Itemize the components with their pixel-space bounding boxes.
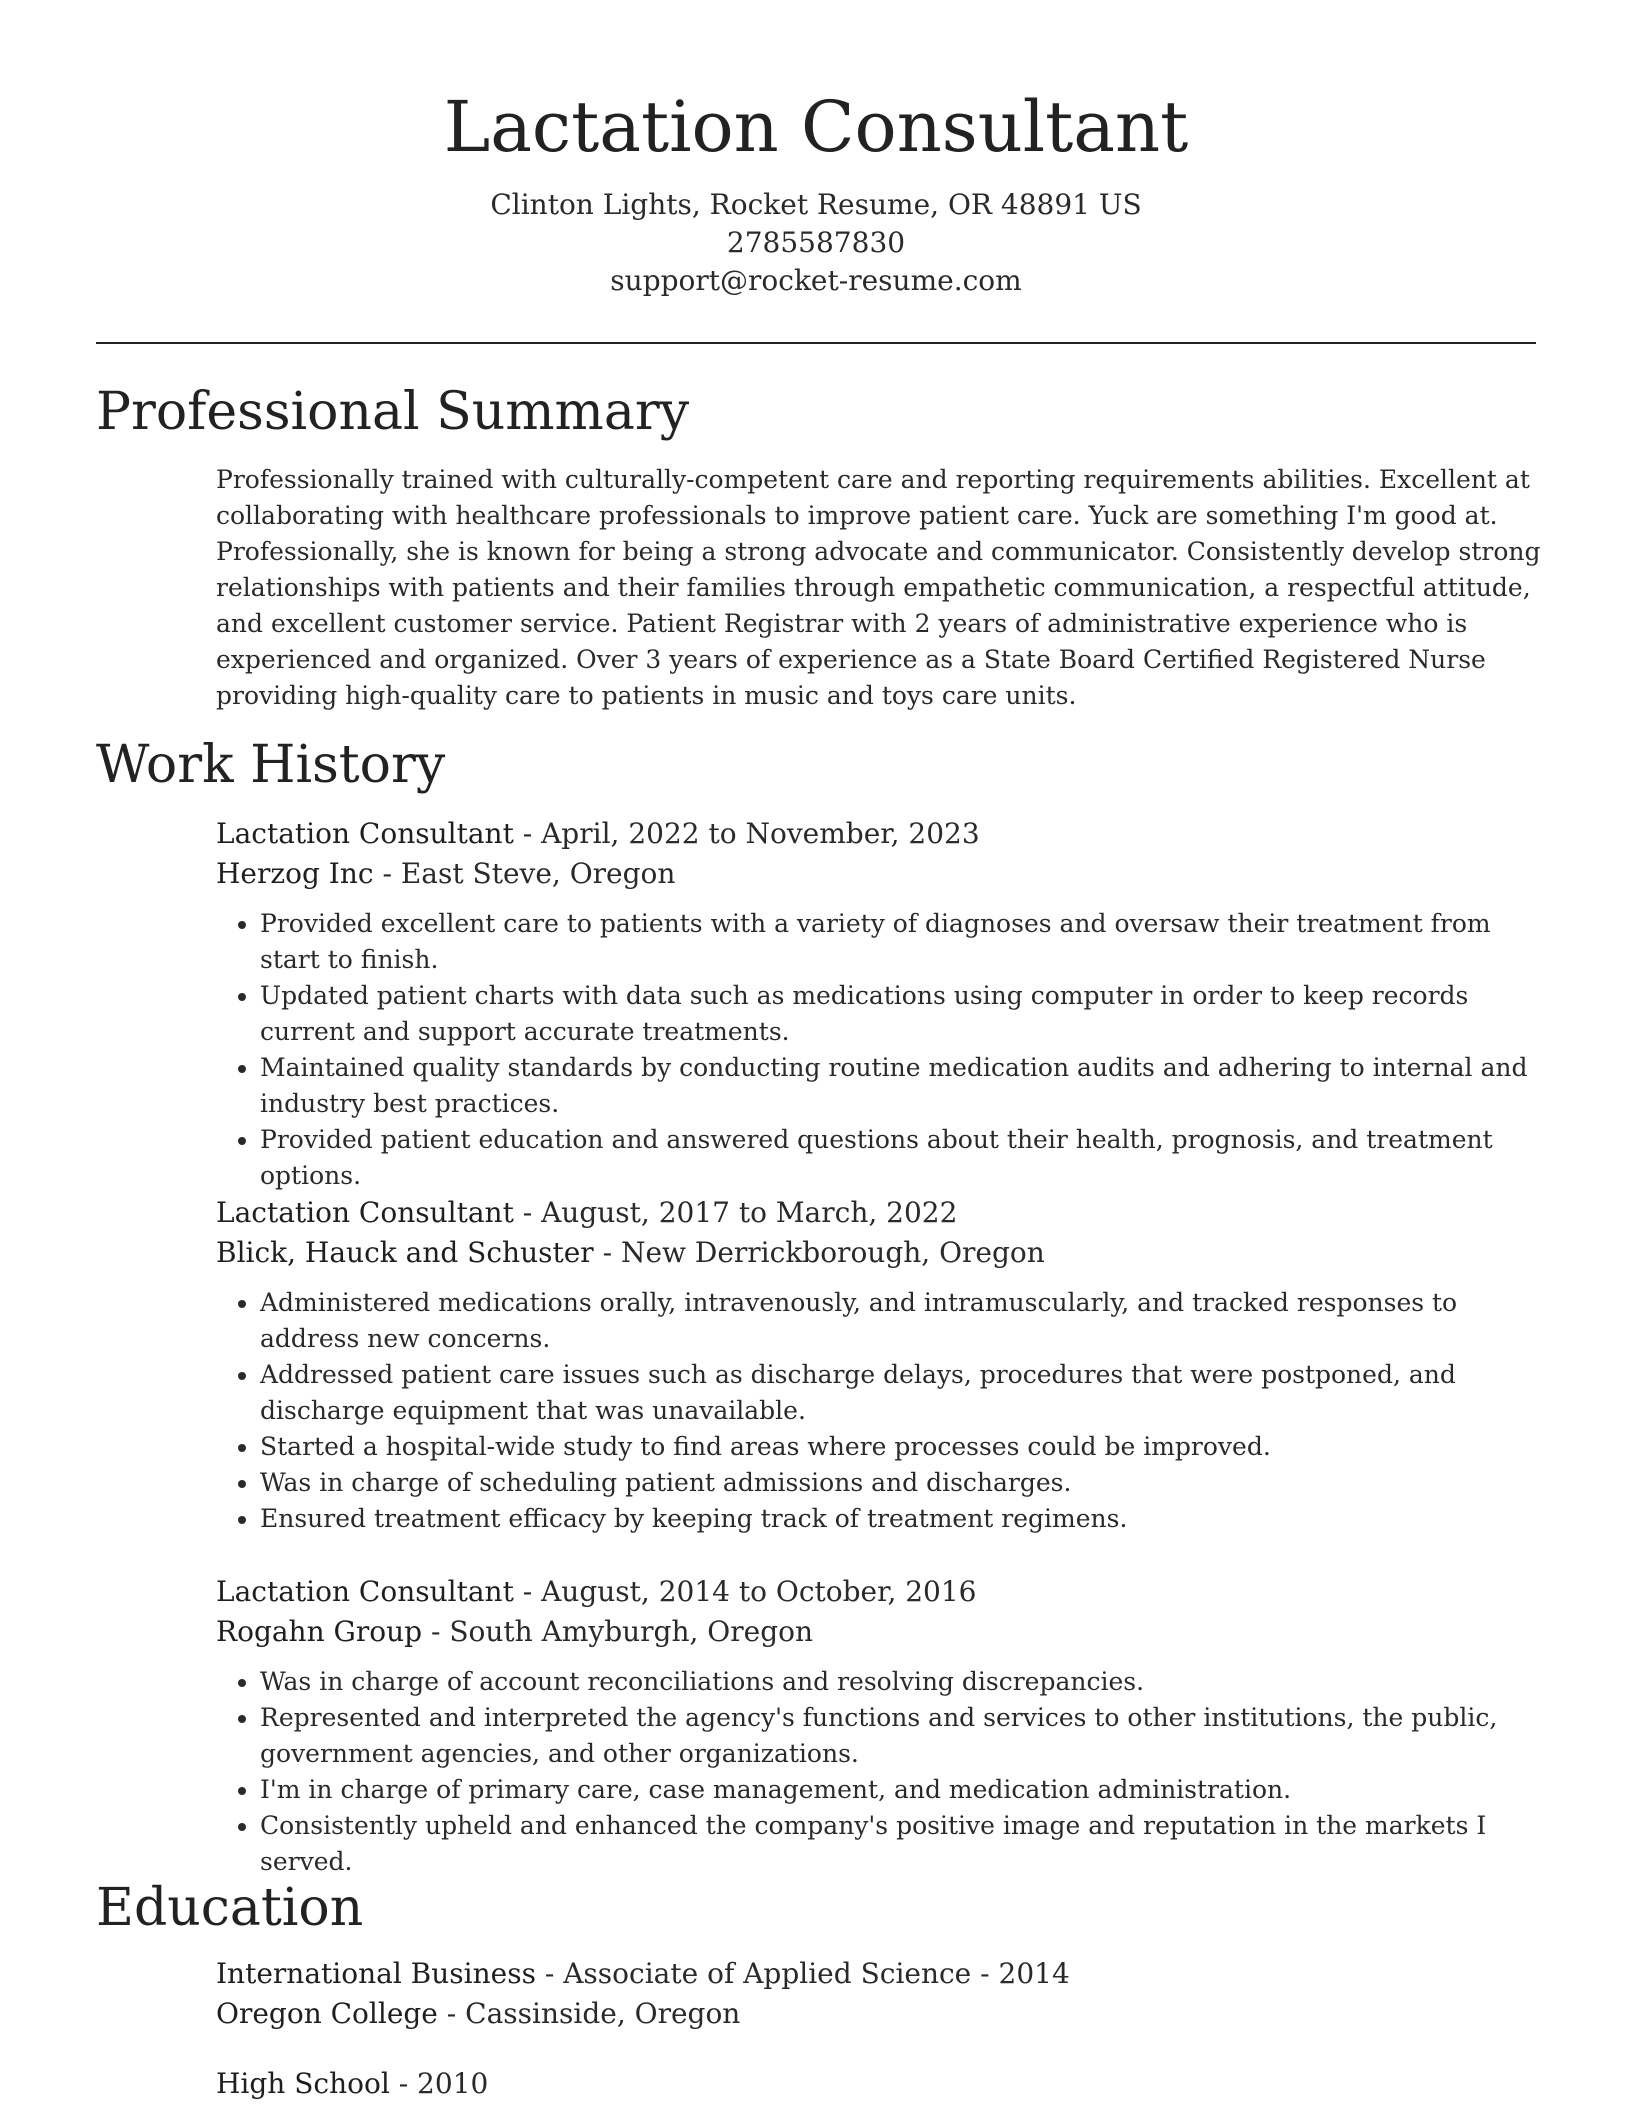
list-item: • Was in charge of scheduling patient admissions and discharges. [260,1465,1546,1501]
job-entry [216,814,1546,1194]
job-dates: - August, 2014 to October, 2016 [513,1575,977,1608]
education-school-line [216,1994,1546,2034]
list-item: • Maintained quality standards by conducting routine medication audits and adhering to internal and industry best practices. [260,1050,1546,1122]
job-role: Lactation Consultant [216,1196,514,1229]
job-location: - South Amyburgh, Oregon [422,1615,814,1648]
job-company: Herzog Inc [216,857,374,890]
job-role: Lactation Consultant [216,817,514,850]
contact-info [0,186,1632,300]
list-item: • I'm in charge of primary care, case management, and medication administration. [260,1772,1546,1808]
job-bullet-list [216,1285,1546,1537]
list-item: • Represented and interpreted the agency's functions and services to other institutions, the public, government agencies, and other organizations. [260,1700,1546,1772]
job-bullet-list [216,1664,1546,1880]
job-bullet-list [216,906,1546,1194]
list-item: • Provided patient education and answered questions about their health, prognosis, and treatment options. [260,1122,1546,1194]
list-item: • Consistently upheld and enhanced the company's positive image and reputation in the markets I served. [260,1808,1546,1880]
education-location: - Cassinside, Oregon [437,1997,741,2030]
education-degree-year: - Associate of Applied Science - 2014 [535,1957,1070,1990]
education-program-line [216,1954,1546,1994]
job-title-line [216,814,1546,854]
address-text: Clinton Lights, Rocket Resume, OR 48891 US [490,188,1142,221]
list-item: • Was in charge of account reconciliations and resolving discrepancies. [260,1664,1546,1700]
summary-text: Professionally trained with culturally-competent care and reporting requirements abilities. Excellent at collaborating with healthcare professionals to improve patient care. Yuck are something I'm good at. Professionally, she is known for being a strong advocate and communicator. Consistently develop strong relationships with patients and their families through empathetic communication, a respectful attitude, and excellent customer service. Patient Registrar with 2 years of administrative experience who is experienced and organized. Over 3 years of experience as a State Board Certified Registered Nurse providing high-quality care to patients in music and toys care units. [216,465,1541,710]
list-item: • Updated patient charts with data such as medications using computer in order to keep records current and support accurate treatments. [260,978,1546,1050]
job-entry [216,1193,1546,1537]
job-entry [216,1572,1546,1880]
job-company: Blick, Hauck and Schuster [216,1236,594,1269]
education-entry [216,1954,1546,2034]
list-item: • Started a hospital-wide study to find areas where processes could be improved. [260,1429,1546,1465]
list-item: • Ensured treatment efficacy by keeping track of treatment regimens. [260,1501,1546,1537]
job-dates: - April, 2022 to November, 2023 [513,817,980,850]
job-role: Lactation Consultant [216,1575,514,1608]
education-program: International Business [216,1957,536,1990]
job-title-line [216,1572,1546,1612]
education-entry [216,2064,1546,2104]
phone-text: 2785587830 [726,226,906,259]
list-item: • Addressed patient care issues such as discharge delays, procedures that were postponed, and discharge equipment that was unavailable. [260,1357,1546,1429]
section-title-work-history: Work History [96,735,446,795]
email-text: support@rocket-resume.com [610,264,1022,297]
header-divider [96,342,1536,344]
job-location: - East Steve, Oregon [373,857,676,890]
education-program-line [216,2064,1546,2104]
resume-header [0,82,1632,300]
job-location: - New Derrickborough, Oregon [593,1236,1045,1269]
job-company-line [216,1612,1546,1652]
job-company-line [216,1233,1546,1273]
job-dates: - August, 2017 to March, 2022 [513,1196,958,1229]
section-title-summary: Professional Summary [96,382,690,442]
education-degree-year: - 2010 [389,2067,489,2100]
education-school: Oregon College [216,1997,438,2030]
section-title-education: Education [96,1878,364,1938]
education-program: High School [216,2067,390,2100]
list-item: • Provided excellent care to patients with a variety of diagnoses and oversaw their treatment from start to finish. [260,906,1546,978]
job-title-line [216,1193,1546,1233]
list-item: • Administered medications orally, intravenously, and intramuscularly, and tracked responses to address new concerns. [260,1285,1546,1357]
job-company: Rogahn Group [216,1615,423,1648]
job-company-line [216,854,1546,894]
candidate-name: Lactation Consultant [443,86,1189,168]
